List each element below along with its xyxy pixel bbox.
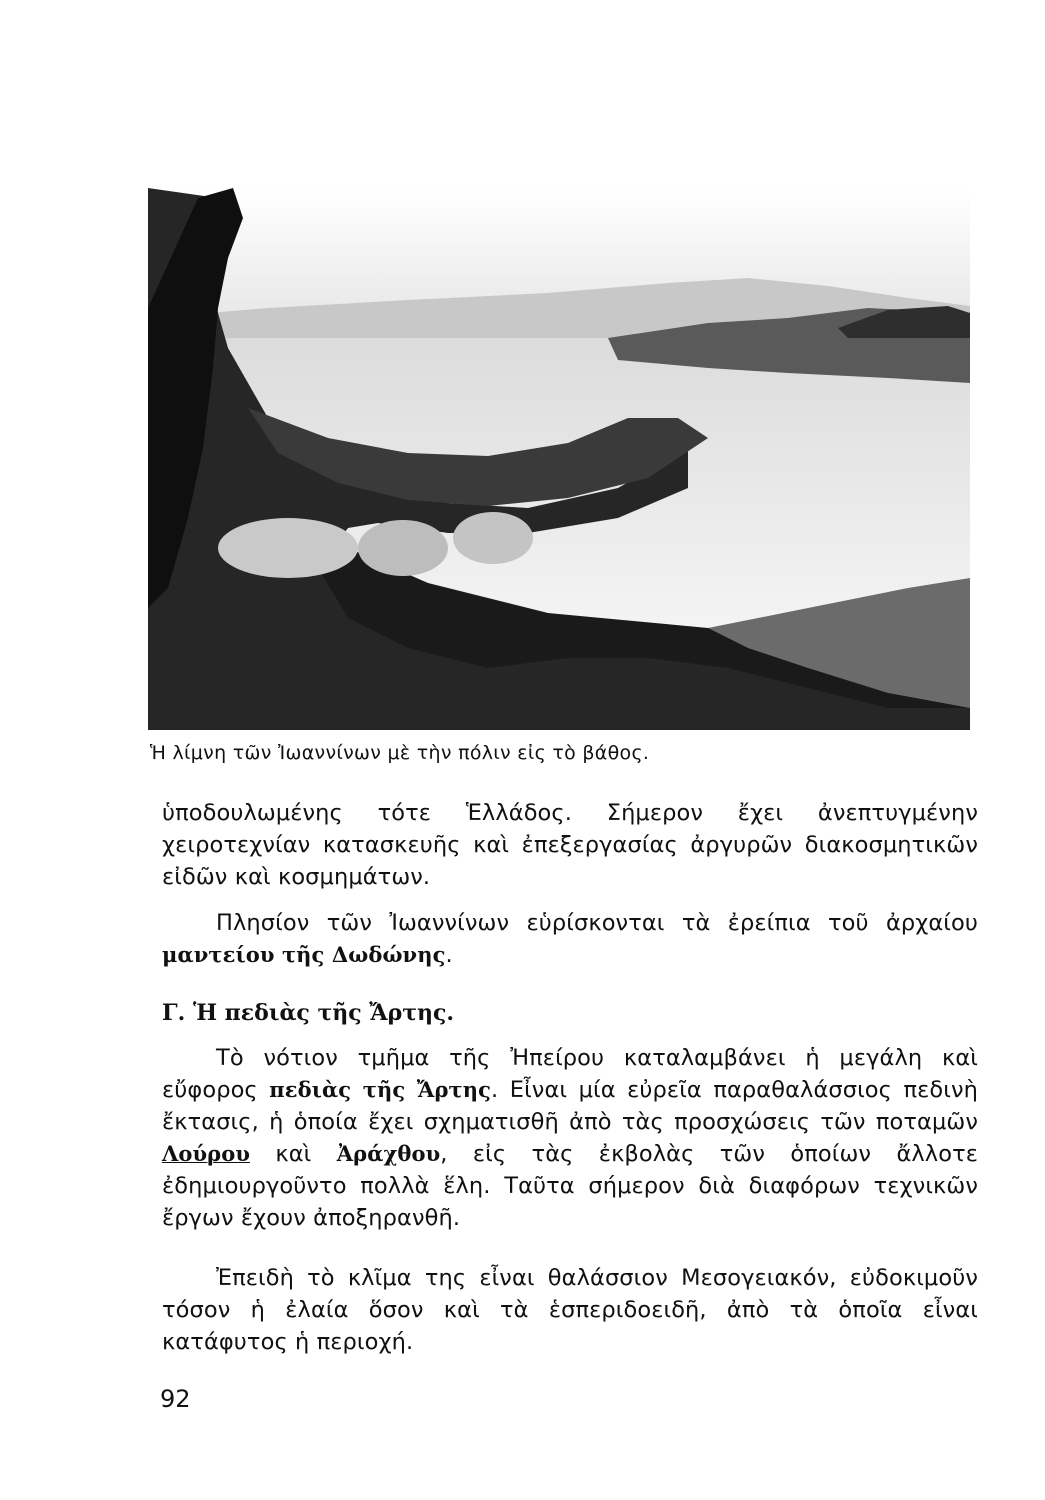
- page-number: 92: [160, 1385, 191, 1413]
- paragraph-3-g: , εἰς τὰς ἐκβολὰς τῶν ὁποίων ἄλλοτε ἐδημιουργοῦντο πολλὰ ἕλη. Ταῦτα σήμερον διὰ διαφόρων τεχνικῶν ἔργων ἔχουν ἀποξηρανθῆ.: [162, 1141, 978, 1231]
- figure-caption: Ἡ λίμνη τῶν Ἰωαννίνων μὲ τὴν πόλιν εἰς τὸ βάθος.: [150, 742, 650, 764]
- paragraph-3-f: Ἀράχθου: [336, 1141, 441, 1166]
- paragraph-4: Ἐπειδὴ τὸ κλῖμα της εἶναι θαλάσσιον Μεσογειακόν, εὐδοκιμοῦν τόσον ἡ ἐλαία ὅσον καὶ τὰ ἑσπεριδοειδῆ, ἀπὸ τὰ ὁποῖα εἶναι κατάφυτος ἡ περιοχή.: [162, 1265, 978, 1355]
- paragraph-2-text: Πλησίον τῶν Ἰωαννίνων εὑρίσκονται τὰ ἐρείπια τοῦ ἀρχαίου: [216, 910, 978, 936]
- paragraph-2: [162, 907, 978, 971]
- paragraph-1: ὑποδουλωμένης τότε Ἑλλάδος. Σήμερον ἔχει ἀνεπτυγμένην χειροτεχνίαν κατασκευῆς καὶ ἐπεξεργασίας ἀργυρῶν διακοσμητικῶν εἰδῶν καὶ κοσμημάτων.: [162, 800, 978, 890]
- paragraph-2-bold: μαντείου τῆς Δωδώνης: [162, 942, 446, 967]
- paragraph-3-d: Λούρου: [162, 1141, 251, 1166]
- paragraph-3-c: . Εἶναι μία εὐρεῖα παραθαλάσσιος πεδινὴ ἔκτασις, ἡ ὁποία ἔχει σχηματισθῆ ἀπὸ τὰς προσχώσεις τῶν ποταμῶν: [162, 1077, 978, 1135]
- section-heading: Γ. Ἡ πεδιὰς τῆς Ἄρτης.: [162, 1000, 455, 1026]
- paragraph-3-e: καὶ: [250, 1141, 337, 1167]
- paragraph-2-end: .: [445, 942, 453, 968]
- paragraph-3-a: Τὸ νότιον τμῆμα τῆς Ἠπείρου καταλαμβάνει ἡ μεγάλη καὶ εὔφορος: [162, 1045, 978, 1103]
- paragraph-3-b: πεδιὰς τῆς Ἄρτης: [269, 1077, 492, 1102]
- paragraph-3: [162, 1042, 978, 1234]
- lake-photograph: [148, 188, 970, 730]
